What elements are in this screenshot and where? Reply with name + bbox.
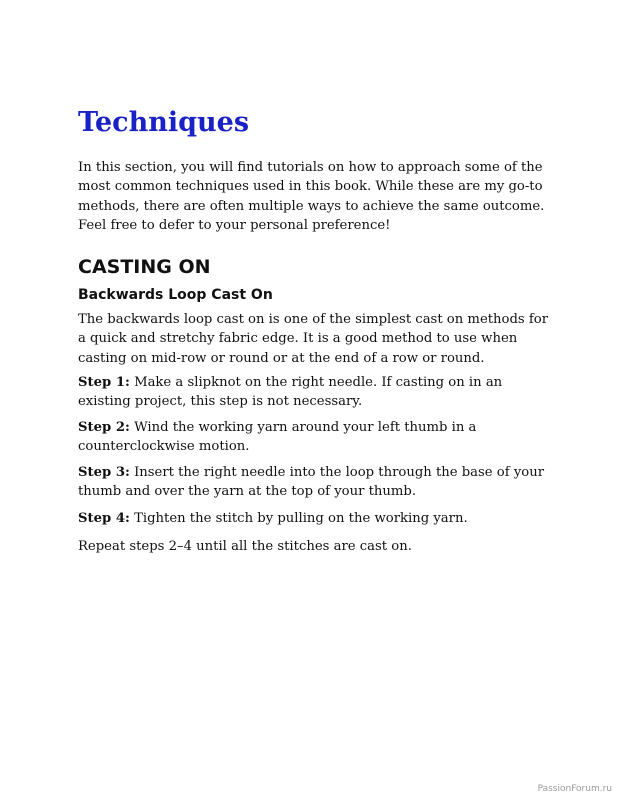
step-text: Make a slipknot on the right needle. If casting on in an existing project, this step is not necessary. <box>78 375 503 410</box>
step-label: Step 3: <box>78 465 130 480</box>
step-2 <box>78 418 548 457</box>
step-4 <box>78 509 548 528</box>
description-paragraph: The backwards loop cast on is one of the simplest cast on methods for a quick and stretchy fabric edge. It is a good method to use when casting on mid-row or round or at the end of a row or round. <box>78 312 549 366</box>
page-title: Techniques <box>78 107 250 138</box>
step-text: Insert the right needle into the loop through the base of your thumb and over the yarn at the top of your thumb. <box>78 465 545 500</box>
watermark: PassionForum.ru <box>537 784 612 794</box>
step-label: Step 1: <box>78 375 130 390</box>
step-text: Wind the working yarn around your left thumb in a counterclockwise motion. <box>78 420 477 455</box>
step-label: Step 2: <box>78 420 130 435</box>
subheading: Backwards Loop Cast On <box>78 287 273 303</box>
step-text: Tighten the stitch by pulling on the working yarn. <box>129 511 468 526</box>
step-3 <box>78 463 548 502</box>
closing-paragraph: Repeat steps 2–4 until all the stitches are cast on. <box>78 539 412 554</box>
section-heading: CASTING ON <box>78 256 211 278</box>
intro-paragraph: In this section, you will find tutorials on how to approach some of the most common techniques used in this book. While these are my go-to methods, there are often multiple ways to achieve the same outcome. Feel free to defer to your personal preference! <box>78 160 545 234</box>
step-1 <box>78 373 548 412</box>
step-label: Step 4: <box>78 511 130 526</box>
